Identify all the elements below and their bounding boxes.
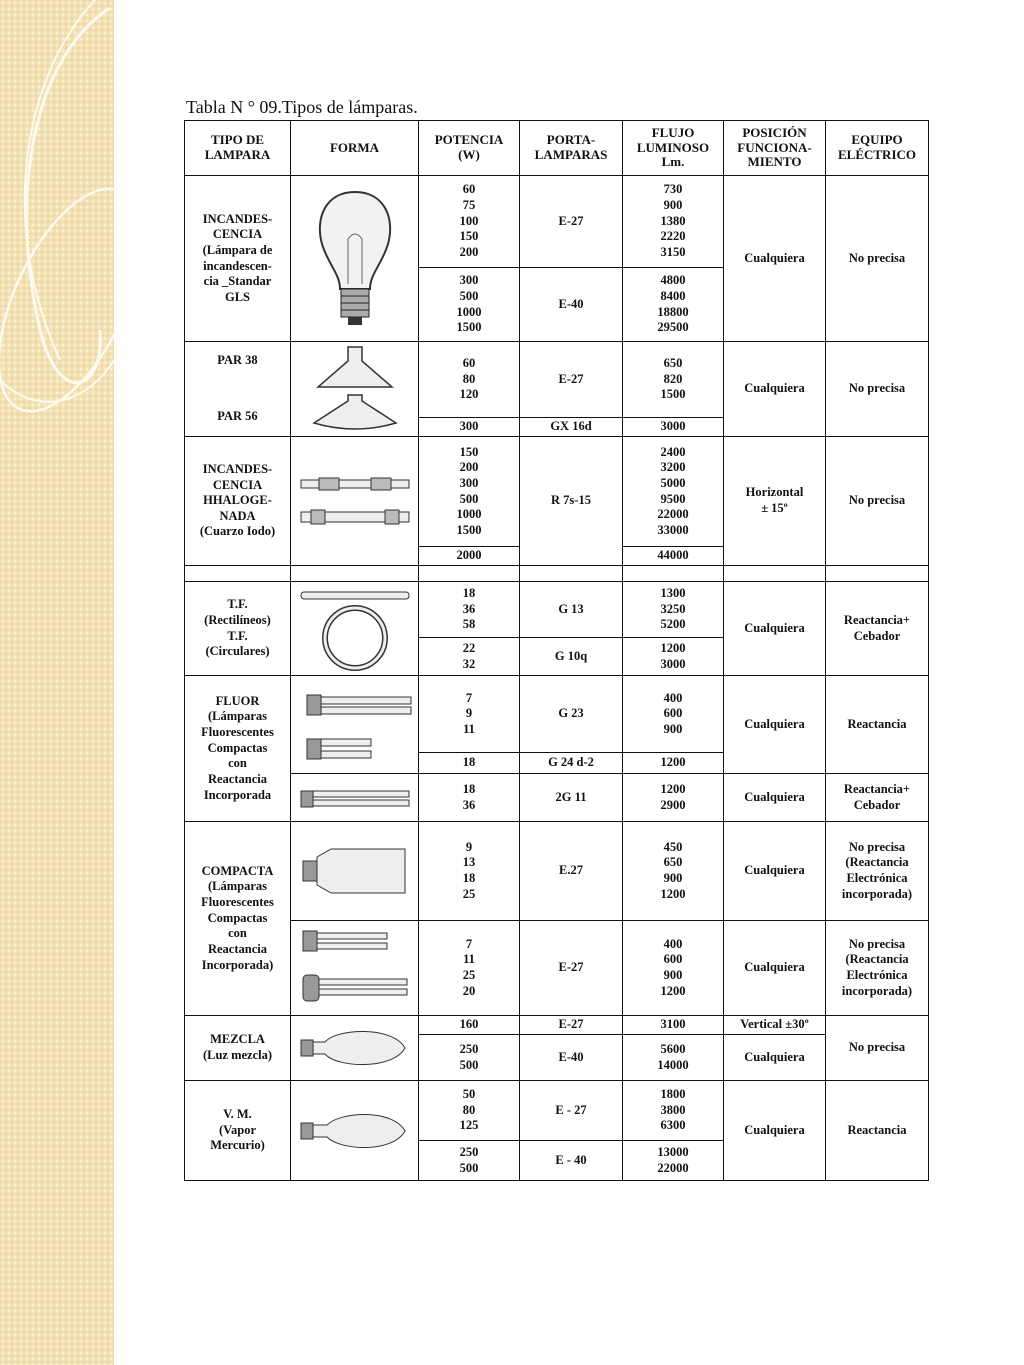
table-row	[185, 774, 929, 822]
table-row	[185, 822, 929, 921]
flujo-cell: 2400 3200 5000 9500 22000 33000	[623, 437, 724, 547]
flujo-cell: 400 600 900 1200	[623, 921, 724, 1016]
portalamparas-cell: E-27	[520, 921, 623, 1016]
potencia-cell: 18	[419, 753, 520, 774]
table-header-row	[185, 121, 929, 176]
forma-cell	[291, 437, 419, 566]
equipo-cell: No precisa	[826, 176, 929, 342]
potencia-cell: 300	[419, 418, 520, 437]
potencia-cell: 300 500 1000 1500	[419, 268, 520, 342]
potencia-cell: 18 36 58	[419, 582, 520, 638]
ovoid-mixed-light-lamp-icon	[291, 1022, 418, 1074]
flujo-cell: 650 820 1500	[623, 342, 724, 418]
tipo-par38: PAR 38	[217, 353, 258, 367]
flujo-cell: 5600 14000	[623, 1035, 724, 1081]
tipo-cell: T.F. (Rectilíneos) T.F. (Circulares)	[185, 582, 291, 676]
fluorescent-tube-lamp-icon	[291, 586, 418, 672]
flujo-cell: 4800 8400 18800 29500	[623, 268, 724, 342]
portalamparas-cell: E.27	[520, 822, 623, 921]
forma-cell	[291, 921, 419, 1016]
posicion-cell: Cualquiera	[724, 1035, 826, 1081]
potencia-cell: 150 200 300 500 1000 1500	[419, 437, 520, 547]
equipo-cell: Reactancia+ Cebador	[826, 582, 929, 676]
equipo-cell: Reactancia+ Cebador	[826, 774, 929, 822]
equipo-cell: No precisa	[826, 342, 929, 437]
potencia-cell: 60 80 120	[419, 342, 520, 418]
ovoid-mercury-vapor-lamp-icon	[291, 1105, 418, 1157]
portalamparas-cell: E-27	[520, 1016, 623, 1035]
posicion-cell: Cualquiera	[724, 822, 826, 921]
portalamparas-cell: E - 40	[520, 1141, 623, 1181]
compact-twin-tube-lamp-icon	[291, 925, 418, 1011]
forma-cell	[291, 774, 419, 822]
flujo-cell: 1300 3250 5200	[623, 582, 724, 638]
posicion-cell: Cualquiera	[724, 921, 826, 1016]
forma-cell	[291, 342, 419, 437]
posicion-cell: Cualquiera	[724, 342, 826, 437]
flujo-cell: 1200 2900	[623, 774, 724, 822]
forma-cell	[291, 176, 419, 342]
forma-cell	[291, 1016, 419, 1081]
swirl-ornament-icon	[0, 0, 114, 1365]
forma-cell	[291, 1081, 419, 1181]
posicion-cell: Cualquiera	[724, 774, 826, 822]
portalamparas-cell: E-40	[520, 1035, 623, 1081]
potencia-cell: 50 80 125	[419, 1081, 520, 1141]
separator-row	[185, 566, 929, 582]
header-forma: FORMA	[291, 121, 419, 176]
tipo-cell: V. M. (Vapor Mercurio)	[185, 1081, 291, 1181]
tipo-cell: COMPACTA (Lámparas Fluorescentes Compactas con Reactancia Incorporada)	[185, 822, 291, 1016]
flujo-cell: 400 600 900	[623, 676, 724, 753]
tipo-cell	[185, 342, 291, 437]
flujo-cell: 730 900 1380 2220 3150	[623, 176, 724, 268]
potencia-cell: 18 36	[419, 774, 520, 822]
potencia-cell: 160	[419, 1016, 520, 1035]
potencia-cell: 250 500	[419, 1035, 520, 1081]
compact-cylinder-lamp-icon	[291, 841, 418, 901]
potencia-cell: 7 9 11	[419, 676, 520, 753]
forma-cell	[291, 582, 419, 676]
flujo-cell: 1800 3800 6300	[623, 1081, 724, 1141]
incandescent-bulb-icon	[291, 184, 418, 334]
equipo-cell: No precisa (Reactancia Electrónica incorporada)	[826, 921, 929, 1016]
portalamparas-cell: E - 27	[520, 1081, 623, 1141]
portalamparas-cell: G 10q	[520, 638, 623, 676]
flujo-cell: 3000	[623, 418, 724, 437]
portalamparas-cell: E-27	[520, 176, 623, 268]
flujo-cell: 3100	[623, 1016, 724, 1035]
table-row	[185, 176, 929, 268]
potencia-cell: 250 500	[419, 1141, 520, 1181]
table-row	[185, 921, 929, 1016]
posicion-cell: Cualquiera	[724, 1081, 826, 1181]
pl-fluorescent-lamp-icon	[291, 783, 418, 813]
header-posicion: POSICIÓN FUNCIONA- MIENTO	[724, 121, 826, 176]
table-caption: Tabla N ° 09.Tipos de lámparas.	[186, 97, 418, 117]
portalamparas-cell: E-40	[520, 268, 623, 342]
halogen-tube-lamp-icon	[291, 466, 418, 536]
portalamparas-cell: G 23	[520, 676, 623, 753]
tipo-cell: INCANDES- CENCIA HHALOGE- NADA (Cuarzo Iodo)	[185, 437, 291, 566]
equipo-cell: No precisa	[826, 1016, 929, 1081]
header-flujo: FLUJO LUMINOSO Lm.	[623, 121, 724, 176]
table-row	[185, 342, 929, 418]
table-row	[185, 676, 929, 753]
forma-cell	[291, 822, 419, 921]
tipo-cell: INCANDES- CENCIA (Lámpara de incandescen- cia _Standar GLS	[185, 176, 291, 342]
portalamparas-cell: E-27	[520, 342, 623, 418]
portalamparas-cell: G 24 d-2	[520, 753, 623, 774]
table-row	[185, 1016, 929, 1035]
posicion-cell: Horizontal ± 15º	[724, 437, 826, 566]
equipo-cell: Reactancia	[826, 676, 929, 774]
posicion-cell: Cualquiera	[724, 676, 826, 774]
table-row	[185, 1081, 929, 1141]
compact-fluorescent-lamp-icon	[291, 679, 418, 771]
tipo-par56: PAR 56	[217, 409, 258, 424]
potencia-cell: 9 13 18 25	[419, 822, 520, 921]
header-portalamparas: PORTA- LAMPARAS	[520, 121, 623, 176]
forma-cell	[291, 676, 419, 774]
portalamparas-cell: GX 16d	[520, 418, 623, 437]
flujo-cell: 450 650 900 1200	[623, 822, 724, 921]
posicion-cell: Cualquiera	[724, 176, 826, 342]
lamp-types-table	[184, 120, 929, 1181]
equipo-cell: No precisa (Reactancia Electrónica incorporada)	[826, 822, 929, 921]
decorative-sidebar	[0, 0, 114, 1365]
portalamparas-cell: G 13	[520, 582, 623, 638]
posicion-cell: Cualquiera	[724, 582, 826, 676]
potencia-cell: 2000	[419, 547, 520, 566]
tipo-cell: MEZCLA (Luz mezcla)	[185, 1016, 291, 1081]
equipo-cell: Reactancia	[826, 1081, 929, 1181]
par-reflector-lamp-icon	[291, 343, 418, 435]
potencia-cell: 7 11 25 20	[419, 921, 520, 1016]
flujo-cell: 1200 3000	[623, 638, 724, 676]
table-row	[185, 582, 929, 638]
table-row	[185, 437, 929, 547]
tipo-cell: FLUOR (Lámparas Fluorescentes Compactas con Reactancia Incorporada	[185, 676, 291, 822]
header-potencia: POTENCIA (W)	[419, 121, 520, 176]
potencia-cell: 60 75 100 150 200	[419, 176, 520, 268]
potencia-cell: 22 32	[419, 638, 520, 676]
header-equipo: EQUIPO ELÉCTRICO	[826, 121, 929, 176]
portalamparas-cell: R 7s-15	[520, 437, 623, 566]
flujo-cell: 1200	[623, 753, 724, 774]
equipo-cell: No precisa	[826, 437, 929, 566]
flujo-cell: 13000 22000	[623, 1141, 724, 1181]
posicion-cell: Vertical ±30º	[724, 1016, 826, 1035]
flujo-cell: 44000	[623, 547, 724, 566]
portalamparas-cell: 2G 11	[520, 774, 623, 822]
header-tipo: TIPO DE LAMPARA	[185, 121, 291, 176]
